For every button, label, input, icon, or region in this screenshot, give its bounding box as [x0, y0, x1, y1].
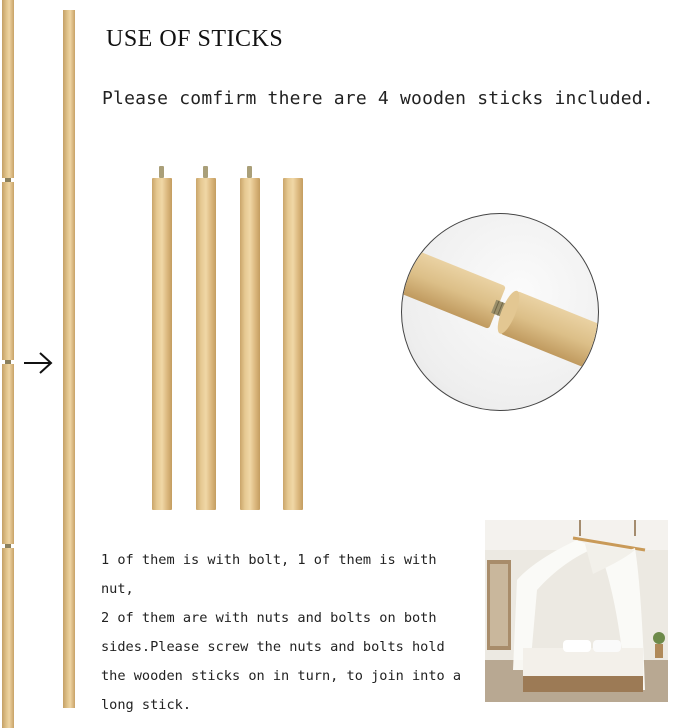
joint-closeup — [401, 213, 599, 411]
bed-canopy-illustration — [485, 520, 668, 702]
right-arrow-icon — [22, 350, 54, 376]
stick-segment-3 — [2, 364, 14, 544]
assembled-long-stick — [63, 10, 75, 708]
instructions — [101, 546, 473, 720]
bolt-3 — [247, 166, 252, 178]
stick-segment-4 — [2, 548, 14, 728]
bolt-2 — [203, 166, 208, 178]
wooden-stick-1 — [152, 178, 172, 510]
page-title: USE OF STICKS — [106, 26, 284, 52]
bed-canopy-photo — [485, 520, 668, 702]
stick-segment-1 — [2, 0, 14, 178]
stick-group — [150, 164, 310, 514]
joint-closeup-illustration — [402, 214, 598, 410]
wooden-stick-4 — [283, 178, 303, 510]
bolt-1 — [159, 166, 164, 178]
stick-segment-2 — [2, 182, 14, 360]
instruction-line-1: 1 of them is with bolt, 1 of them is with nut, — [101, 552, 437, 597]
wooden-stick-2 — [196, 178, 216, 510]
wooden-stick-3 — [240, 178, 260, 510]
subtitle: Please comfirm there are 4 wooden sticks included. — [102, 88, 654, 109]
segmented-stick — [2, 0, 14, 728]
instruction-line-2: 2 of them are with nuts and bolts on both sides.Please screw the nuts and bolts hold the wooden sticks on in turn, to join into a long stick. — [101, 610, 462, 713]
